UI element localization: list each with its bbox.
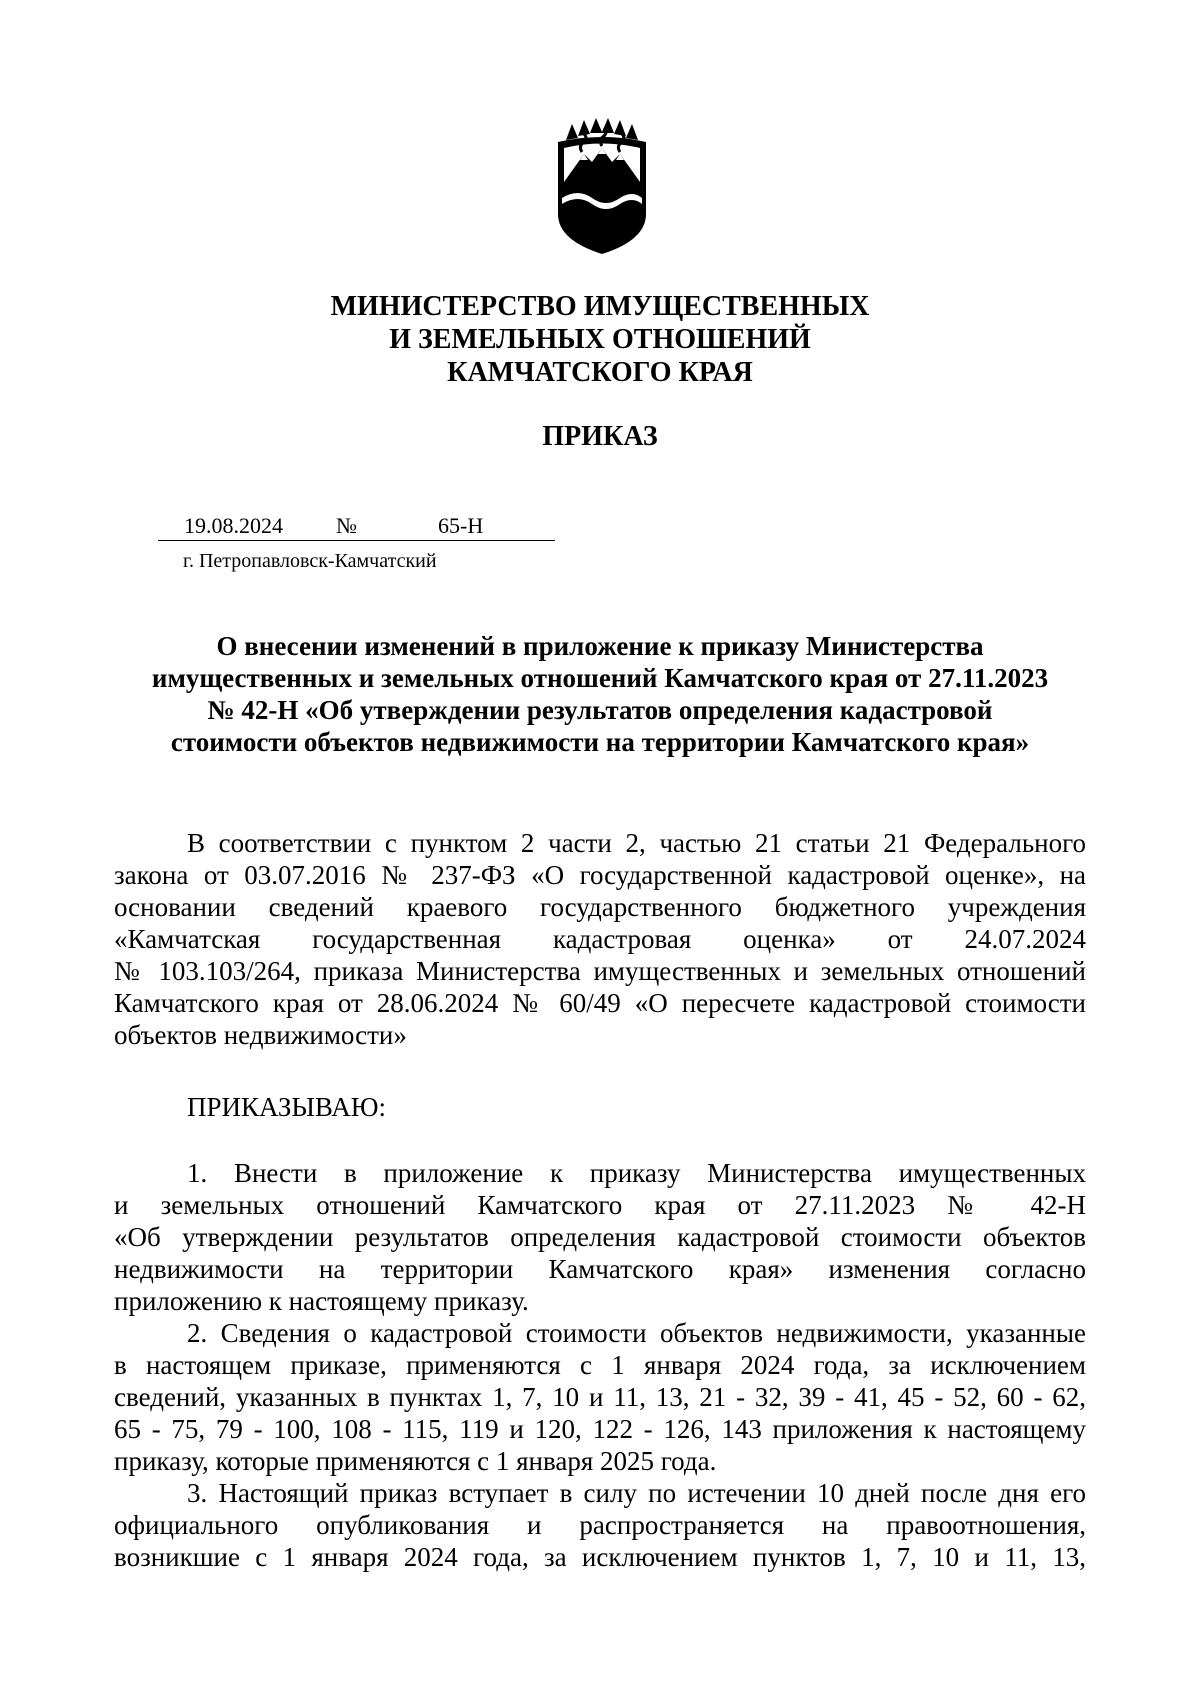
paragraph-line: № 103.103/264, приказа Министерства имущественных и земельных отношений (114, 956, 1086, 986)
number-label: № (336, 513, 357, 538)
paragraph-line: 2. Сведения о кадастровой стоимости объектов недвижимости, указанные (187, 1318, 1086, 1348)
subject-line: стоимости объектов недвижимости на территории Камчатского края» (170, 727, 1030, 757)
paragraph-line: основании сведений краевого государственного бюджетного учреждения (114, 892, 1086, 922)
paragraph-line: недвижимости на территории Камчатского края» изменения согласно (114, 1254, 1086, 1284)
document-subject (0, 630, 1200, 758)
paragraph-line: и земельных отношений Камчатского края от 27.11.2023 № 42-Н (114, 1190, 1086, 1220)
ministry-line: МИНИСТЕРСТВО ИМУЩЕСТВЕННЫХ (330, 291, 870, 322)
paragraph-line: приказу, которые применяются с 1 января 2025 года. (114, 1446, 717, 1476)
subject-line: № 42-Н «Об утверждении результатов определения кадастровой (207, 695, 993, 725)
paragraph-line: сведений, указанных в пунктах 1, 7, 10 и 11, 13, 21 - 32, 39 - 41, 45 - 52, 60 - 62, (114, 1382, 1086, 1412)
preamble-paragraph (114, 827, 1086, 1051)
paragraph-line: В соответствии с пунктом 2 части 2, частью 21 статьи 21 Федерального (187, 828, 1086, 858)
item-1-paragraph (114, 1157, 1086, 1317)
paragraph-line: 65 - 75, 79 - 100, 108 - 115, 119 и 120, 122 - 126, 143 приложения к настоящему (114, 1414, 1086, 1444)
order-word (114, 1091, 1086, 1123)
order-word-text: ПРИКАЗЫВАЮ: (187, 1092, 386, 1122)
item-2-paragraph (114, 1317, 1086, 1477)
document-number: 65-Н (438, 513, 484, 538)
subject-line: О внесении изменений в приложение к приказу Министерства (216, 631, 984, 661)
document-date: 19.08.2024 (184, 513, 283, 538)
ministry-line: И ЗЕМЕЛЬНЫХ ОТНОШЕНИЙ (389, 324, 811, 355)
paragraph-line: возникшие с 1 января 2024 года, за исключением пунктов 1, 7, 10 и 11, 13, (114, 1542, 1086, 1572)
document-type: ПРИКАЗ (542, 421, 658, 452)
paragraph-line: официального опубликования и распространяется на правоотношения, (114, 1510, 1086, 1540)
paragraph-line: 3. Настоящий приказ вступает в силу по истечении 10 дней после дня его (187, 1478, 1086, 1508)
paragraph-line: в настоящем приказе, применяются с 1 января 2024 года, за исключением (114, 1350, 1086, 1380)
ministry-line: КАМЧАТСКОГО КРАЯ (447, 357, 753, 388)
document-city: г. Петропавловск-Камчатский (183, 550, 437, 572)
paragraph-line: приложению к настоящему приказу. (114, 1286, 529, 1316)
paragraph-line: «Об утверждении результатов определения кадастровой стоимости объектов (114, 1222, 1086, 1252)
paragraph-line: объектов недвижимости» (114, 1020, 407, 1050)
item-3-paragraph (114, 1477, 1086, 1573)
coat-of-arms-icon (548, 118, 656, 256)
paragraph-line: «Камчатская государственная кадастровая оценка» от 24.07.2024 (114, 924, 1086, 954)
subject-line: имущественных и земельных отношений Камчатского края от 27.11.2023 (151, 663, 1049, 693)
ministry-name (0, 290, 1200, 389)
paragraph-line: закона от 03.07.2016 № 237-ФЗ «О государственной кадастровой оценке», на (114, 860, 1086, 890)
paragraph-line: 1. Внести в приложение к приказу Министерства имущественных (187, 1158, 1086, 1188)
date-number-line (158, 512, 555, 541)
paragraph-line: Камчатского края от 28.06.2024 № 60/49 «О пересчете кадастровой стоимости (114, 988, 1086, 1018)
